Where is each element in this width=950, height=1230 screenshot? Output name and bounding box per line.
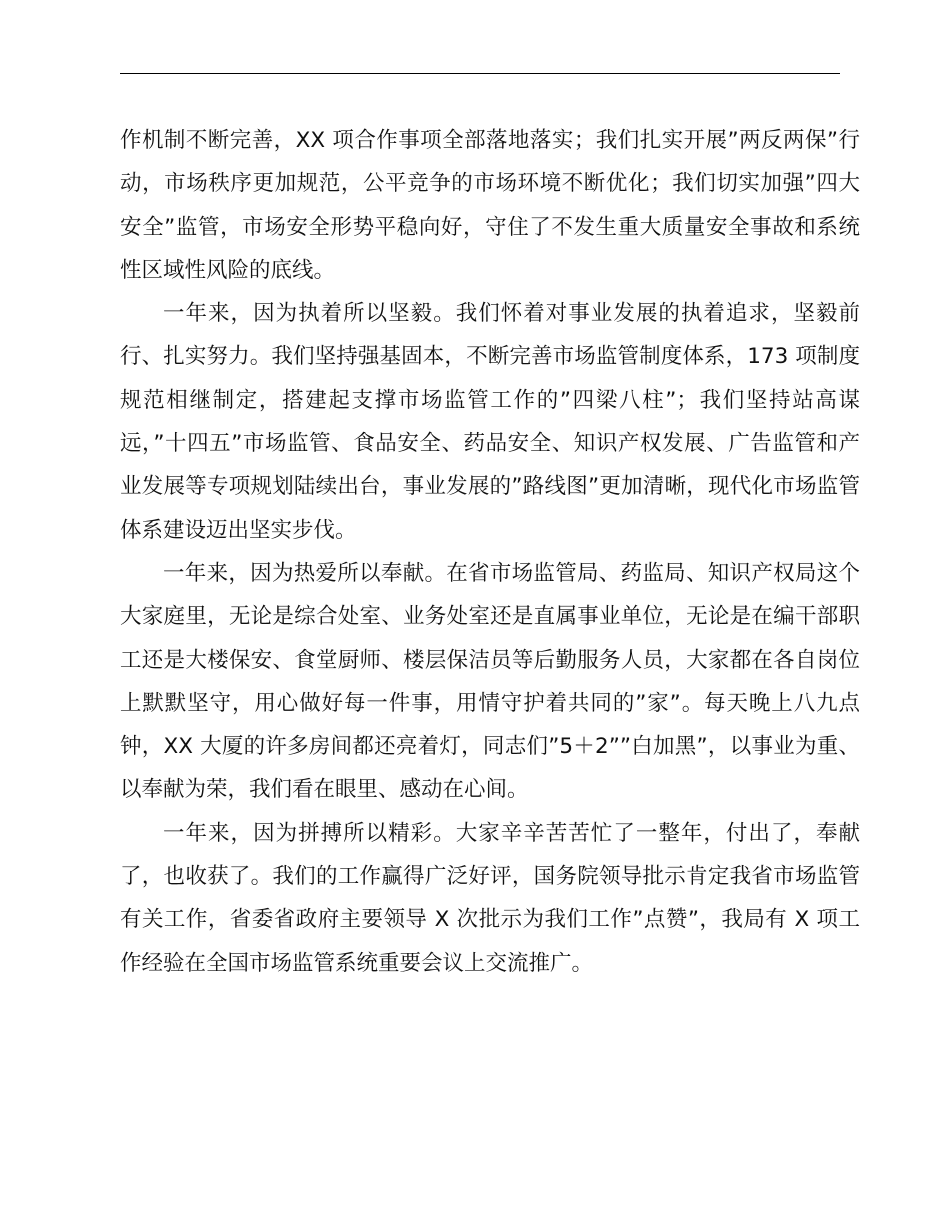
paragraph-continued: 作机制不断完善，XX 项合作事项全部落地落实；我们扎实开展”两反两保”行动，市场秩序更加规范，公平竞争的市场环境不断优化；我们切实加强”四大安全”监管，市场安全形势平稳向好，守住了不发生重大质量安全事故和系统性区域性风险的底线。 [120, 128, 860, 283]
paragraph-achievement: 一年来，因为拼搏所以精彩。大家辛辛苦苦忙了一整年，付出了，奉献了，也收获了。我们的工作赢得广泛好评，国务院领导批示肯定我省市场监管有关工作，省委省政府主要领导 X 次批示为我们工作”点赞”，我局有 X 项工作经验在全国市场监管系统重要会议上交流推广。 [120, 820, 860, 976]
document-body [120, 119, 860, 985]
header-divider [120, 73, 840, 74]
paragraph-dedication: 一年来，因为热爱所以奉献。在省市场监管局、药监局、知识产权局这个大家庭里，无论是综合处室、业务处室还是直属事业单位，无论是在编干部职工还是大楼保安、食堂厨师、楼层保洁员等后勤服务人员，大家都在各自岗位上默默坚守，用心做好每一件事，用情守护着共同的”家”。每天晚上八九点钟，XX 大厦的许多房间都还亮着灯，同志们”5＋2””白加黑”，以事业为重、以奉献为荣，我们看在眼里、感动在心间。 [120, 560, 860, 803]
paragraph-perseverance: 一年来，因为执着所以坚毅。我们怀着对事业发展的执着追求，坚毅前行、扎实努力。我们坚持强基固本，不断完善市场监管制度体系，173 项制度规范相继制定，搭建起支撑市场监管工作的”四梁八柱”；我们坚持站高谋远，”十四五”市场监管、食品安全、药品安全、知识产权发展、广告监管和产业发展等专项规划陆续出台，事业发展的”路线图”更加清晰，现代化市场监管体系建设迈出坚实步伐。 [120, 301, 860, 543]
